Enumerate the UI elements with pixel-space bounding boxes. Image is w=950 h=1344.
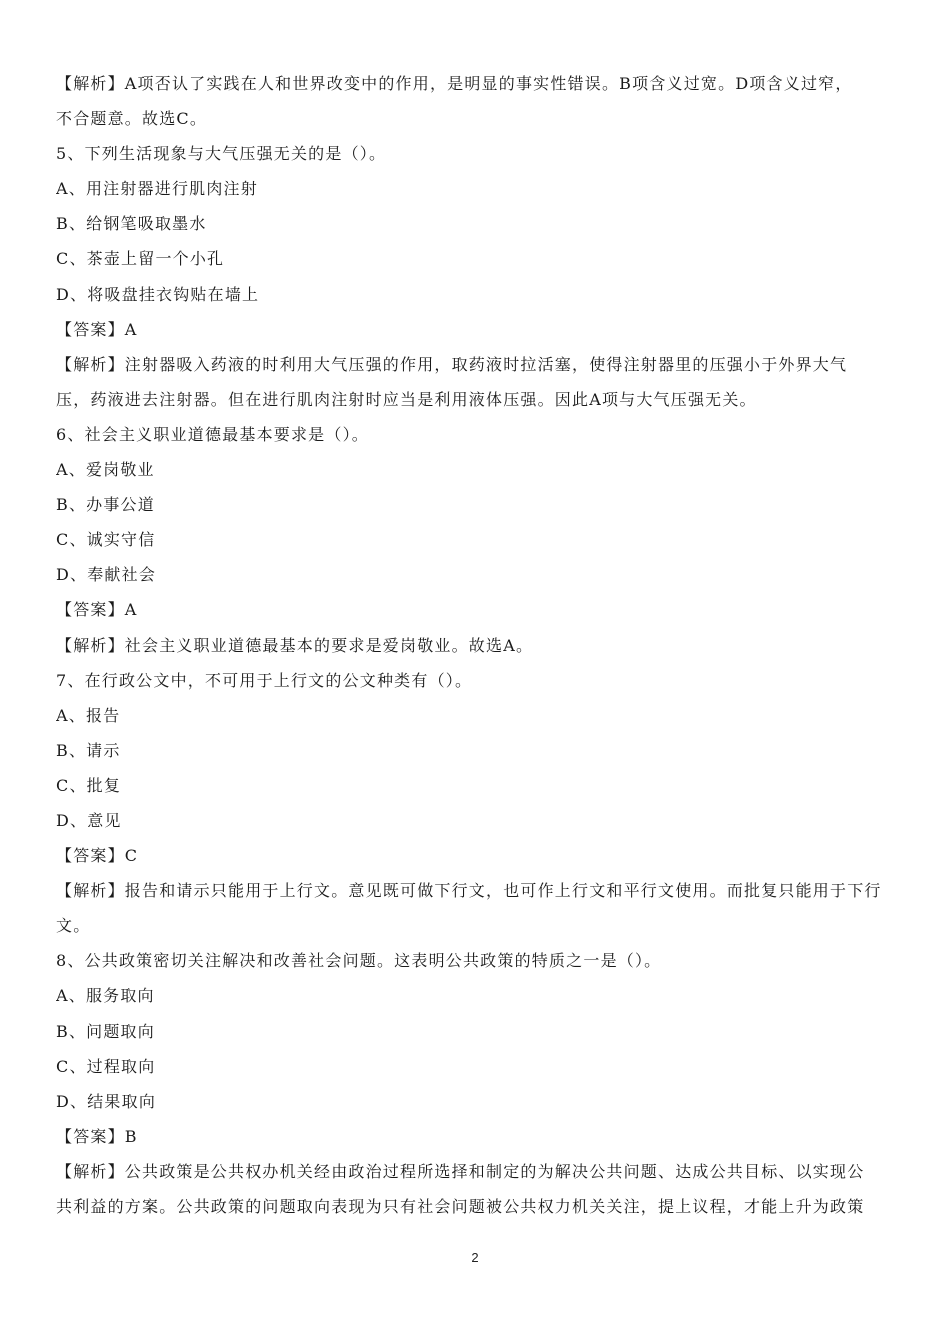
- option-c: C、过程取向: [56, 1056, 156, 1076]
- question-stem: 7、在行政公文中，不可用于上行文的公文种类有（）。: [56, 670, 473, 690]
- analysis-text-line: 不合题意。故选C。: [56, 109, 208, 129]
- option-c: C、批复: [56, 775, 122, 795]
- analysis-text-line: 【解析】公共政策是公共权办机关经由政治过程所选择和制定的为解决公共问题、达成公共目标、以实现公: [56, 1161, 865, 1181]
- option-c: C、诚实守信: [56, 530, 156, 550]
- analysis-text-line: 【解析】社会主义职业道德最基本的要求是爱岗敬业。故选A。: [56, 635, 534, 655]
- answer-line: 【答案】A: [56, 600, 138, 620]
- option-c: C、茶壶上留一个小孔: [56, 249, 225, 269]
- option-b: B、问题取向: [56, 1021, 155, 1041]
- analysis-text-line: 文。: [56, 916, 91, 936]
- option-a: A、爱岗敬业: [56, 460, 155, 480]
- option-d: D、结果取向: [56, 1091, 157, 1111]
- answer-line: 【答案】A: [56, 319, 138, 339]
- option-d: D、将吸盘挂衣钩贴在墙上: [56, 284, 260, 304]
- analysis-text-line: 共利益的方案。公共政策的问题取向表现为只有社会问题被公共权力机关关注，提上议程，才能上升为政策: [56, 1197, 865, 1216]
- option-a: A、用注射器进行肌肉注射: [56, 179, 258, 199]
- page-content: [56, 66, 894, 1224]
- option-a: A、报告: [56, 705, 121, 725]
- option-d: D、奉献社会: [56, 565, 157, 585]
- option-d: D、意见: [56, 810, 122, 830]
- question-stem: 8、公共政策密切关注解决和改善社会问题。这表明公共政策的特质之一是（）。: [56, 951, 662, 971]
- analysis-text-line: 压，药液进去注射器。但在进行肌肉注射时应当是利用液体压强。因此A项与大气压强无关。: [56, 389, 757, 409]
- option-b: B、请示: [56, 740, 121, 760]
- question-stem: 6、社会主义职业道德最基本要求是（）。: [56, 424, 369, 444]
- answer-line: 【答案】B: [56, 1126, 138, 1146]
- analysis-text-line: 【解析】报告和请示只能用于上行文。意见既可做下行文，也可作上行文和平行文使用。而批复只能用于下行: [56, 881, 882, 901]
- analysis-text-line: 【解析】注射器吸入药液的时利用大气压强的作用，取药液时拉活塞，使得注射器里的压强小于外界大气: [56, 354, 848, 374]
- option-a: A、服务取向: [56, 986, 155, 1006]
- answer-line: 【答案】C: [56, 846, 139, 866]
- page-number: 2: [471, 1250, 479, 1265]
- option-b: B、办事公道: [56, 495, 155, 515]
- option-b: B、给钢笔吸取墨水: [56, 214, 207, 234]
- question-stem: 5、下列生活现象与大气压强无关的是（）。: [56, 144, 387, 164]
- analysis-text-line: 【解析】A项否认了实践在人和世界改变中的作用，是明显的事实性错误。B项含义过宽。D项含义过窄，: [56, 74, 853, 93]
